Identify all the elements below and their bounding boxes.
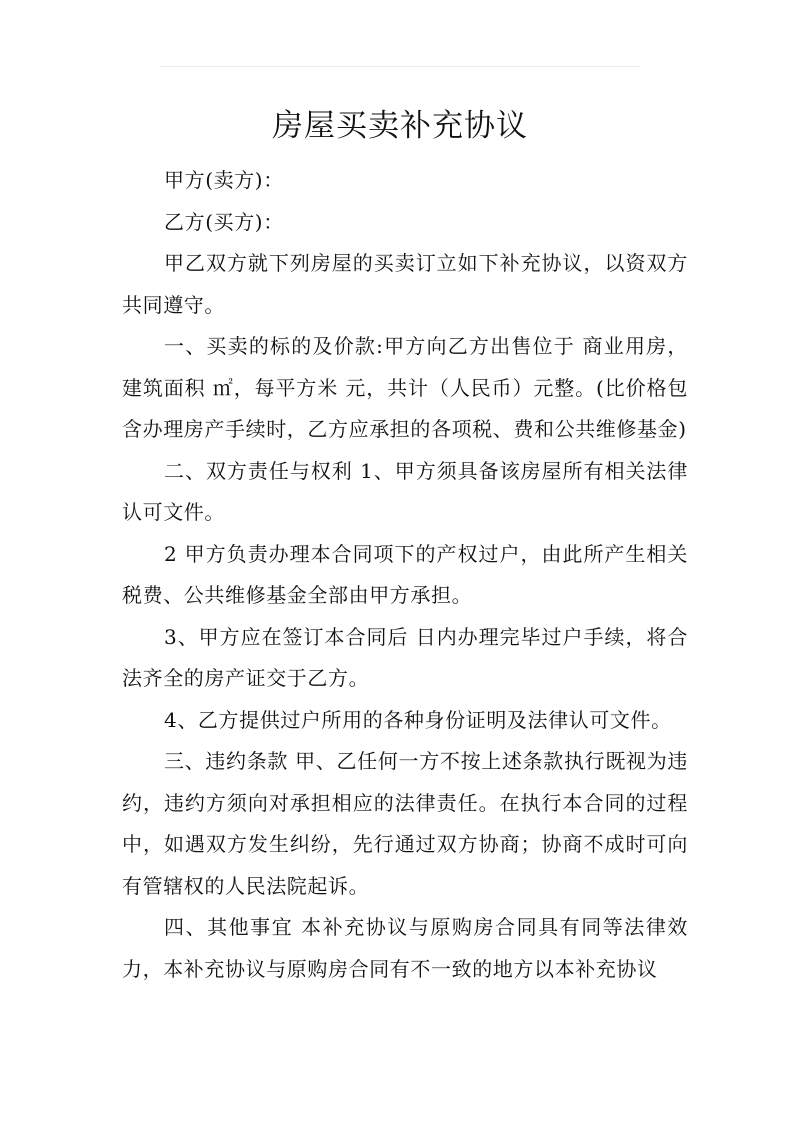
clause-2-item-3: 3、甲方应在签订本合同后 日内办理完毕过户手续，将合法齐全的房产证交于乙方。 [122,624,688,690]
clause-2-item-2: 2 甲方负责办理本合同项下的产权过户，由此所产生相关税费、公共维修基金全部由甲方承担。 [122,541,688,607]
party-a-line: 甲方(卖方)： [164,168,284,192]
intro-paragraph: 甲乙双方就下列房屋的买卖订立如下补充协议，以资双方共同遵守。 [122,251,688,317]
clause-2-paragraph: 二、双方责任与权利 1、甲方须具备该房屋所有相关法律认可文件。 [122,458,688,524]
clause-1-paragraph: 一、买卖的标的及价款:甲方向乙方出售位于 商业用房，建筑面积 ㎡，每平方米 元，共计（人民币）元整。(比价格包含办理房产手续时，乙方应承担的各项税、费和公共维修基金) [122,334,688,441]
clause-4-paragraph: 四、其他事宜 本补充协议与原购房合同具有同等法律效力，本补充协议与原购房合同有不一致的地方以本补充协议 [122,915,688,981]
document-title: 房屋买卖补充协议 [272,108,528,144]
party-b-line: 乙方(买方)： [164,209,284,234]
document-body [122,160,688,990]
header-rule [160,66,640,67]
clause-3-paragraph: 三、违约条款 甲、乙任何一方不按上述条款执行既视为违约，违约方须向对承担相应的法律责任。在执行本合同的过程中，如遇双方发生纠纷，先行通过双方协商；协商不成时可向有管辖权的人民法院起诉。 [122,749,688,898]
clause-2-item-4: 4、乙方提供过户所用的各种身份证明及法律认可文件。 [164,707,672,732]
